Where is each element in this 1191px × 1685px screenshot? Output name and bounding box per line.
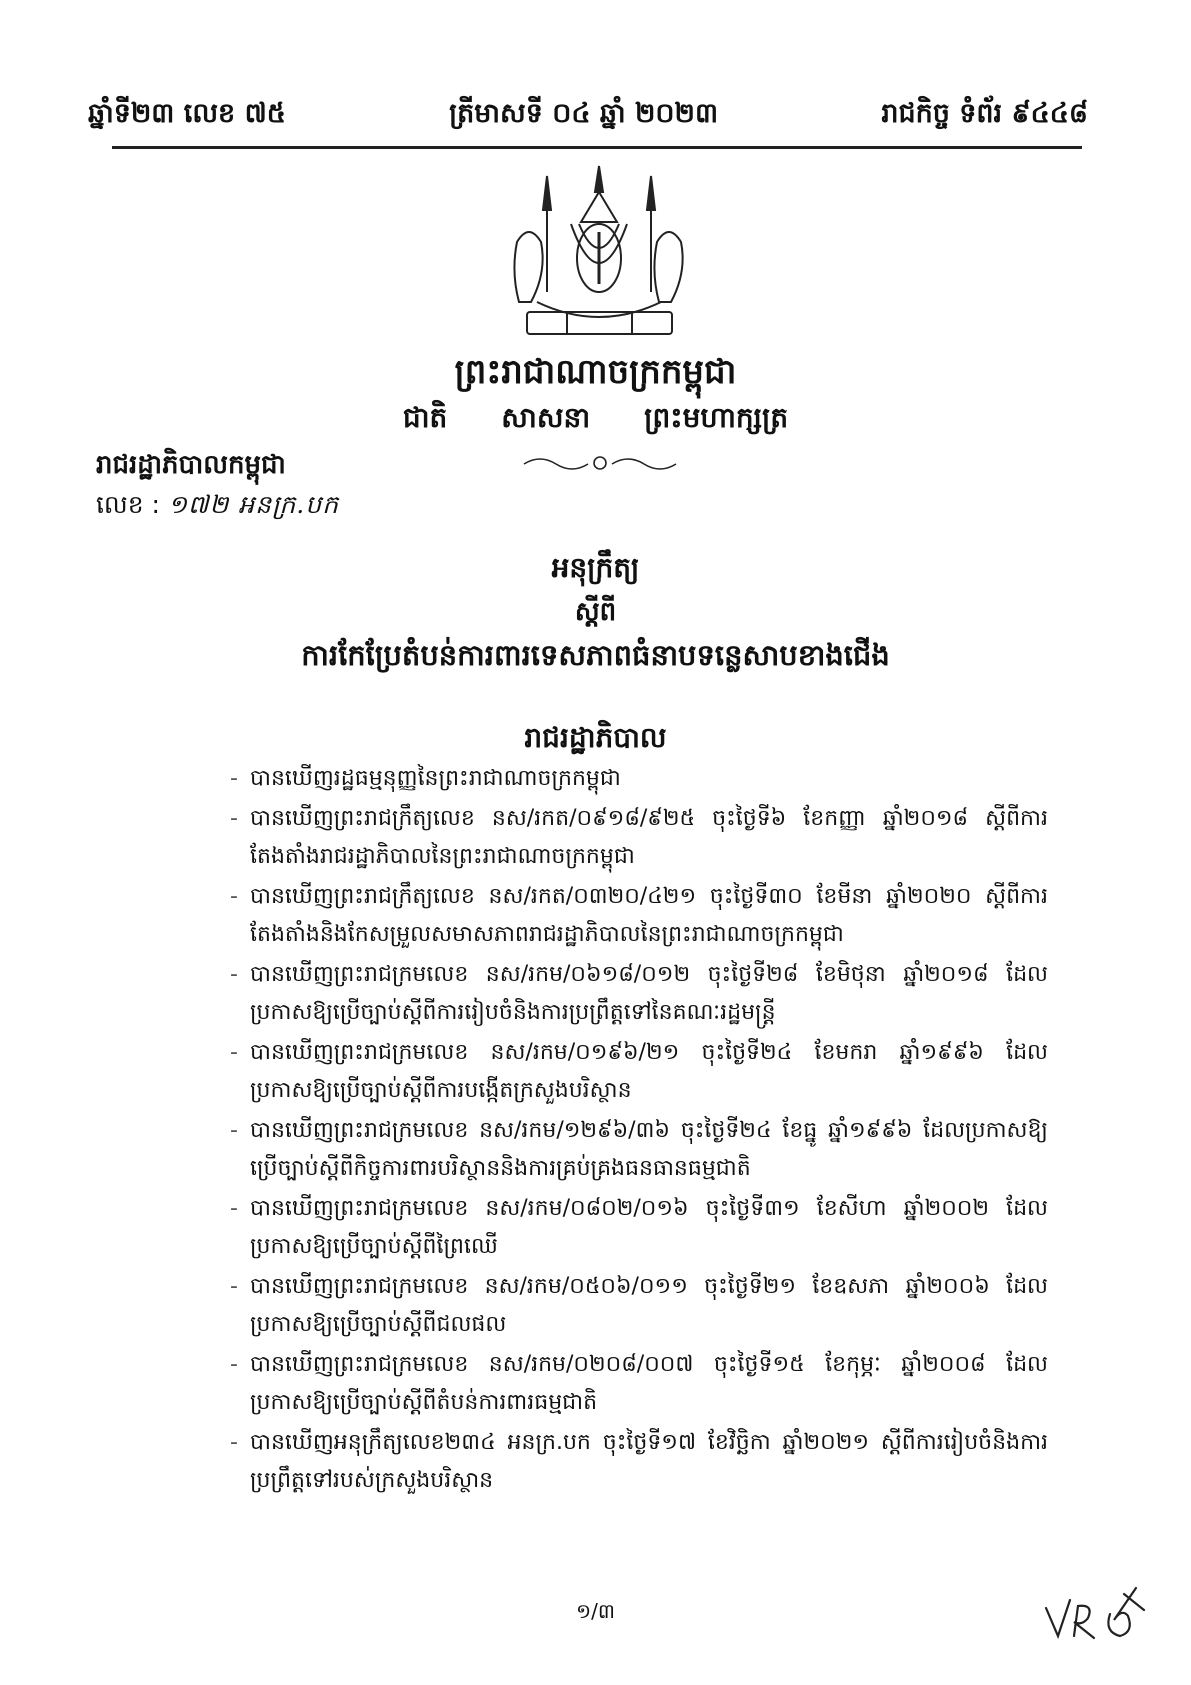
royal-coat-of-arms-icon bbox=[507, 162, 692, 342]
document-about: ស្តីពី bbox=[574, 597, 617, 627]
document-number bbox=[96, 490, 339, 526]
national-motto bbox=[0, 400, 1191, 441]
document-number-label: លេខ : bbox=[96, 490, 160, 519]
issuing-authority: រាជរដ្ឋាភិបាល bbox=[524, 721, 667, 754]
page-number: ១/៣ bbox=[576, 1599, 615, 1623]
ornament-divider-icon bbox=[520, 450, 680, 476]
list-item: - បានឃើញព្រះរាជក្រមលេខ នស/រកម/០២០៨/០០៧ ចុះថ្ងៃទី១៥ ខែកុម្ភៈ ឆ្នាំ២០០៨ ដែលប្រកាសឱ្យប្រើច្បាប់ស្តីពីតំបន់ការពារធម្មជាតិ bbox=[240, 1346, 1048, 1422]
list-item: - បានឃើញព្រះរាជក្រមលេខ នស/រកម/០១៩៦/២១ ចុះថ្ងៃទី២៤ ខែមករា ឆ្នាំ១៩៩៦ ដែលប្រកាសឱ្យប្រើច្បាប់ស្តីពីការបង្កើតក្រសួងបរិស្ថាន bbox=[240, 1034, 1048, 1110]
gazette-year-issue: ឆ្នាំទី២៣ លេខ ៧៥ bbox=[88, 98, 286, 129]
document-type: អនុក្រឹត្យ bbox=[551, 551, 640, 584]
preamble-clauses bbox=[240, 760, 1048, 1502]
kingdom-name: ព្រះរាជាណាចក្រកម្ពុជា bbox=[454, 352, 737, 392]
gazette-quarter: ត្រីមាសទី ០៤ ឆ្នាំ ២០២៣ bbox=[449, 98, 719, 129]
gazette-header bbox=[88, 86, 1088, 136]
handwritten-initials-icon bbox=[1040, 1580, 1150, 1650]
motto-king: ព្រះមហាក្សត្រ bbox=[644, 401, 789, 434]
list-item: - បានឃើញអនុក្រឹត្យលេខ២៣៤ អនក្រ.បក ចុះថ្ងៃទី១៧ ខែវិច្ឆិកា ឆ្នាំ២០២១ ស្តីពីការរៀបចំនិងការប្រព្រឹត្តទៅរបស់ក្រសួងបរិស្ថាន bbox=[240, 1424, 1048, 1500]
motto-nation: ជាតិ bbox=[402, 401, 448, 434]
gazette-page-number: រាជកិច្ច ទំព័រ ៩៤៤៨ bbox=[881, 98, 1088, 129]
motto-religion: សាសនា bbox=[501, 401, 591, 434]
list-item: - បានឃើញព្រះរាជក្រឹត្យលេខ នស/រកត/០៣២០/៤២១ ចុះថ្ងៃទី៣០ ខែមីនា ឆ្នាំ២០២០ ស្តីពីការតែងតាំងនិងកែសម្រួលសមាសភាពរាជរដ្ឋាភិបាលនៃព្រះរាជាណាចក្រកម្ពុជា bbox=[240, 878, 1048, 954]
list-item: - បានឃើញរដ្ឋធម្មនុញ្ញនៃព្រះរាជាណាចក្រកម្ពុជា bbox=[240, 760, 1048, 798]
list-item: - បានឃើញព្រះរាជក្រមលេខ នស/រកម/០៦១៨/០១២ ចុះថ្ងៃទី២៨ ខែមិថុនា ឆ្នាំ២០១៨ ដែលប្រកាសឱ្យប្រើច្បាប់ស្តីពីការរៀបចំនិងការប្រព្រឹត្តទៅនៃគណៈរដ្ឋមន្ត្រី bbox=[240, 956, 1048, 1032]
list-item: - បានឃើញព្រះរាជក្រមលេខ នស/រកម/១២៩៦/៣៦ ចុះថ្ងៃទី២៤ ខែធ្នូ ឆ្នាំ១៩៩៦ ដែលប្រកាសឱ្យប្រើច្បាប់ស្តីពីកិច្ចការពារបរិស្ថាននិងការគ្រប់គ្រងធនធានធម្មជាតិ bbox=[240, 1112, 1048, 1188]
issuing-government: រាជរដ្ឋាភិបាលកម្ពុជា bbox=[96, 450, 286, 480]
header-divider bbox=[112, 146, 1082, 149]
list-item: - បានឃើញព្រះរាជក្រមលេខ នស/រកម/០៨០២/០១៦ ចុះថ្ងៃទី៣១ ខែសីហា ឆ្នាំ២០០២ ដែលប្រកាសឱ្យប្រើច្បាប់ស្តីពីព្រៃឈើ bbox=[240, 1190, 1048, 1266]
document-subject: ការកែប្រែតំបន់ការពារទេសភាពធំនាបទន្លេសាបខាងជើង bbox=[301, 638, 890, 672]
list-item: - បានឃើញព្រះរាជក្រឹត្យលេខ នស/រកត/០៩១៨/៩២៥ ចុះថ្ងៃទី៦ ខែកញ្ញា ឆ្នាំ២០១៨ ស្តីពីការតែងតាំងរាជរដ្ឋាភិបាលនៃព្រះរាជាណាចក្រកម្ពុជា bbox=[240, 800, 1048, 876]
list-item: - បានឃើញព្រះរាជក្រមលេខ នស/រកម/០៥០៦/០១១ ចុះថ្ងៃទី២១ ខែឧសភា ឆ្នាំ២០០៦ ដែលប្រកាសឱ្យប្រើច្បាប់ស្តីពីជលផល bbox=[240, 1268, 1048, 1344]
document-number-value: ១៧២ អនក្រ.បក bbox=[167, 490, 339, 519]
